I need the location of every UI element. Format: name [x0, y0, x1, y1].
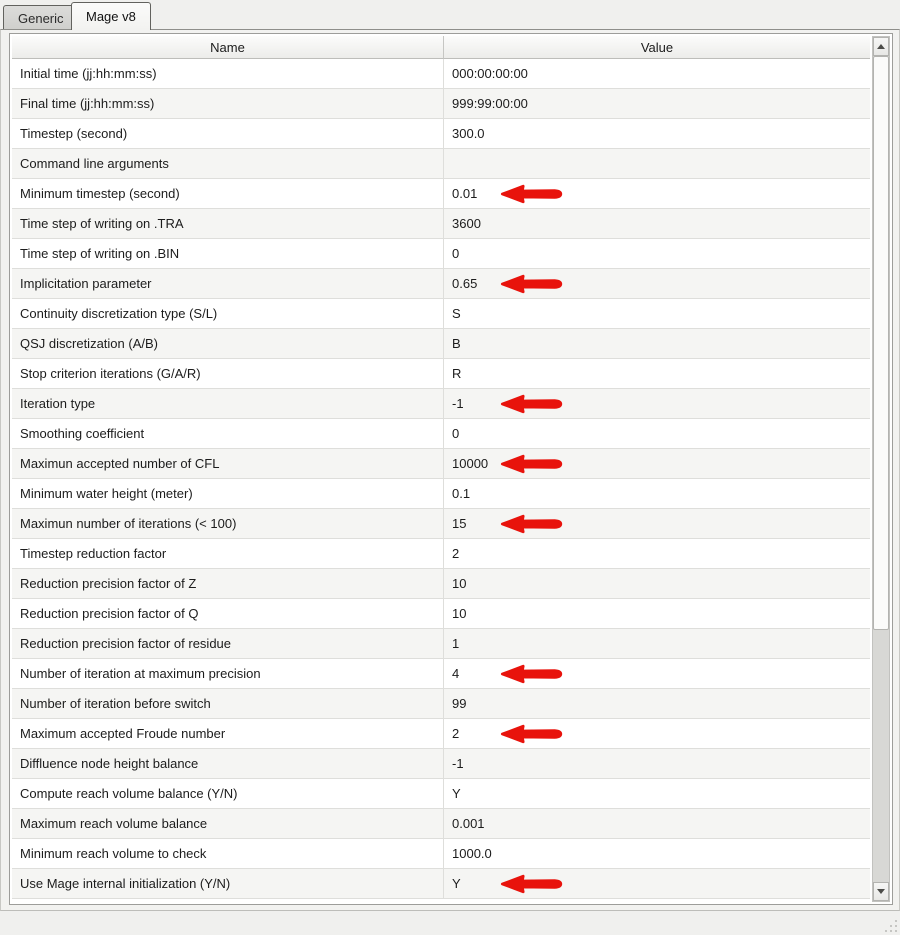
table-row[interactable] — [12, 149, 870, 179]
red-left-arrow-icon — [496, 513, 568, 534]
row-value-text: 15 — [452, 516, 467, 531]
row-value-cell — [444, 659, 870, 688]
table-row[interactable] — [12, 539, 870, 569]
row-name-cell: Iteration type — [12, 389, 444, 418]
table-row[interactable] — [12, 329, 870, 359]
row-value-cell — [444, 269, 870, 298]
row-name-cell: Number of iteration at maximum precision — [12, 659, 444, 688]
tab-generic-label: Generic — [18, 10, 64, 26]
parameters-table-frame — [9, 33, 893, 905]
table-row[interactable] — [12, 269, 870, 299]
resize-grip-icon[interactable] — [883, 918, 897, 932]
row-value-text: 99 — [452, 696, 467, 711]
row-name-cell: Final time (jj:hh:mm:ss) — [12, 89, 444, 118]
row-name-cell: Minimum timestep (second) — [12, 179, 444, 208]
table-row[interactable] — [12, 839, 870, 869]
triangle-down-icon — [877, 889, 885, 894]
row-name-cell: Timestep reduction factor — [12, 539, 444, 568]
table-row[interactable] — [12, 59, 870, 89]
row-value-text: 1 — [452, 636, 460, 651]
row-name-cell: Command line arguments — [12, 149, 444, 178]
row-value-text: 4 — [452, 666, 460, 681]
red-left-arrow-icon — [496, 453, 568, 474]
tab-generic[interactable] — [3, 5, 79, 30]
triangle-up-icon — [877, 44, 885, 49]
row-value-cell — [444, 359, 870, 388]
row-name-cell: Time step of writing on .BIN — [12, 239, 444, 268]
row-value-text: 10000 — [452, 456, 489, 471]
row-name-cell: Minimum water height (meter) — [12, 479, 444, 508]
row-name-cell: Number of iteration before switch — [12, 689, 444, 718]
table-row[interactable] — [12, 299, 870, 329]
row-name-cell: Implicitation parameter — [12, 269, 444, 298]
row-name-cell: Time step of writing on .TRA — [12, 209, 444, 238]
row-name-cell: Diffluence node height balance — [12, 749, 444, 778]
row-value-text: S — [452, 306, 461, 321]
row-value-text: 1000.0 — [452, 846, 492, 861]
table-row[interactable] — [12, 719, 870, 749]
row-value-cell — [444, 569, 870, 598]
red-left-arrow-icon — [496, 273, 568, 294]
row-value-cell — [444, 749, 870, 778]
row-value-cell — [444, 719, 870, 748]
row-name-cell: Reduction precision factor of residue — [12, 629, 444, 658]
row-value-text: Y — [452, 786, 461, 801]
table-row[interactable] — [12, 179, 870, 209]
table-row[interactable] — [12, 359, 870, 389]
table-row[interactable] — [12, 809, 870, 839]
table-body — [12, 59, 870, 899]
tab-mage-v8-label: Mage v8 — [86, 9, 136, 24]
row-value-text: -1 — [452, 756, 464, 771]
row-value-text: 999:99:00:00 — [452, 96, 528, 111]
table-row[interactable] — [12, 239, 870, 269]
row-value-text: 0 — [452, 426, 460, 441]
row-value-text: 2 — [452, 726, 460, 741]
table-row[interactable] — [12, 629, 870, 659]
row-value-text: 10 — [452, 576, 467, 591]
row-value-text: 0.1 — [452, 486, 471, 501]
row-value-cell — [444, 539, 870, 568]
row-name-cell: Maximun accepted number of CFL — [12, 449, 444, 478]
row-value-cell — [444, 629, 870, 658]
row-value-text: 0.001 — [452, 816, 485, 831]
tab-bar — [0, 0, 900, 30]
table-header-row — [12, 36, 870, 59]
row-value-cell — [444, 689, 870, 718]
parameters-table — [12, 36, 870, 902]
scrollbar-thumb[interactable] — [873, 56, 889, 630]
row-value-text: 300.0 — [452, 126, 485, 141]
row-value-text: Y — [452, 876, 461, 891]
column-header-name[interactable]: Name — [12, 36, 444, 59]
row-name-cell: Maximum reach volume balance — [12, 809, 444, 838]
table-row[interactable] — [12, 569, 870, 599]
column-header-value[interactable]: Value — [444, 36, 870, 59]
table-row[interactable] — [12, 449, 870, 479]
row-value-cell — [444, 389, 870, 418]
row-value-text: 000:00:00:00 — [452, 66, 528, 81]
table-row[interactable] — [12, 479, 870, 509]
table-row[interactable] — [12, 89, 870, 119]
row-value-cell — [444, 209, 870, 238]
row-value-cell — [444, 479, 870, 508]
vertical-scrollbar[interactable] — [872, 36, 890, 902]
row-value-text: 10 — [452, 606, 467, 621]
scrollbar-trough[interactable] — [873, 630, 889, 882]
row-name-cell: Continuity discretization type (S/L) — [12, 299, 444, 328]
table-row[interactable] — [12, 659, 870, 689]
table-row[interactable] — [12, 389, 870, 419]
table-row[interactable] — [12, 209, 870, 239]
row-value-text: R — [452, 366, 462, 381]
table-row[interactable] — [12, 869, 870, 899]
table-row[interactable] — [12, 599, 870, 629]
row-value-cell — [444, 89, 870, 118]
red-left-arrow-icon — [496, 723, 568, 744]
row-value-cell — [444, 329, 870, 358]
table-row[interactable] — [12, 749, 870, 779]
row-value-text: 0 — [452, 246, 460, 261]
table-row[interactable] — [12, 419, 870, 449]
row-value-text: 0.65 — [452, 276, 478, 291]
row-value-text: -1 — [452, 396, 464, 411]
row-value-cell — [444, 419, 870, 448]
row-value-cell — [444, 299, 870, 328]
row-name-cell: Compute reach volume balance (Y/N) — [12, 779, 444, 808]
row-name-cell: Use Mage internal initialization (Y/N) — [12, 869, 444, 898]
row-value-cell — [444, 599, 870, 628]
row-value-cell — [444, 869, 870, 898]
scrollbar-down-button[interactable] — [873, 882, 889, 901]
scrollbar-up-button[interactable] — [873, 37, 889, 56]
row-value-cell — [444, 449, 870, 478]
row-value-text: 2 — [452, 546, 460, 561]
notebook-panel — [0, 29, 900, 911]
row-value-cell — [444, 839, 870, 868]
row-name-cell: Reduction precision factor of Z — [12, 569, 444, 598]
status-bar — [0, 911, 900, 935]
row-name-cell: QSJ discretization (A/B) — [12, 329, 444, 358]
red-left-arrow-icon — [496, 873, 568, 894]
row-value-cell — [444, 119, 870, 148]
row-value-cell — [444, 779, 870, 808]
row-name-cell: Maximun number of iterations (< 100) — [12, 509, 444, 538]
row-name-cell: Stop criterion iterations (G/A/R) — [12, 359, 444, 388]
tab-mage-v8[interactable] — [71, 2, 151, 30]
red-left-arrow-icon — [496, 183, 568, 204]
row-value-text: 3600 — [452, 216, 481, 231]
red-left-arrow-icon — [496, 393, 568, 414]
row-name-cell: Smoothing coefficient — [12, 419, 444, 448]
row-name-cell: Timestep (second) — [12, 119, 444, 148]
row-value-cell — [444, 239, 870, 268]
table-row[interactable] — [12, 509, 870, 539]
row-value-cell — [444, 509, 870, 538]
row-name-cell: Reduction precision factor of Q — [12, 599, 444, 628]
red-left-arrow-icon — [496, 663, 568, 684]
row-value-cell — [444, 809, 870, 838]
row-value-text: 0.01 — [452, 186, 478, 201]
row-name-cell: Maximum accepted Froude number — [12, 719, 444, 748]
row-value-cell — [444, 59, 870, 88]
row-value-text: B — [452, 336, 461, 351]
table-row[interactable] — [12, 119, 870, 149]
table-row[interactable] — [12, 779, 870, 809]
row-name-cell: Initial time (jj:hh:mm:ss) — [12, 59, 444, 88]
row-value-cell — [444, 179, 870, 208]
table-row[interactable] — [12, 689, 870, 719]
row-name-cell: Minimum reach volume to check — [12, 839, 444, 868]
row-value-cell — [444, 149, 870, 178]
